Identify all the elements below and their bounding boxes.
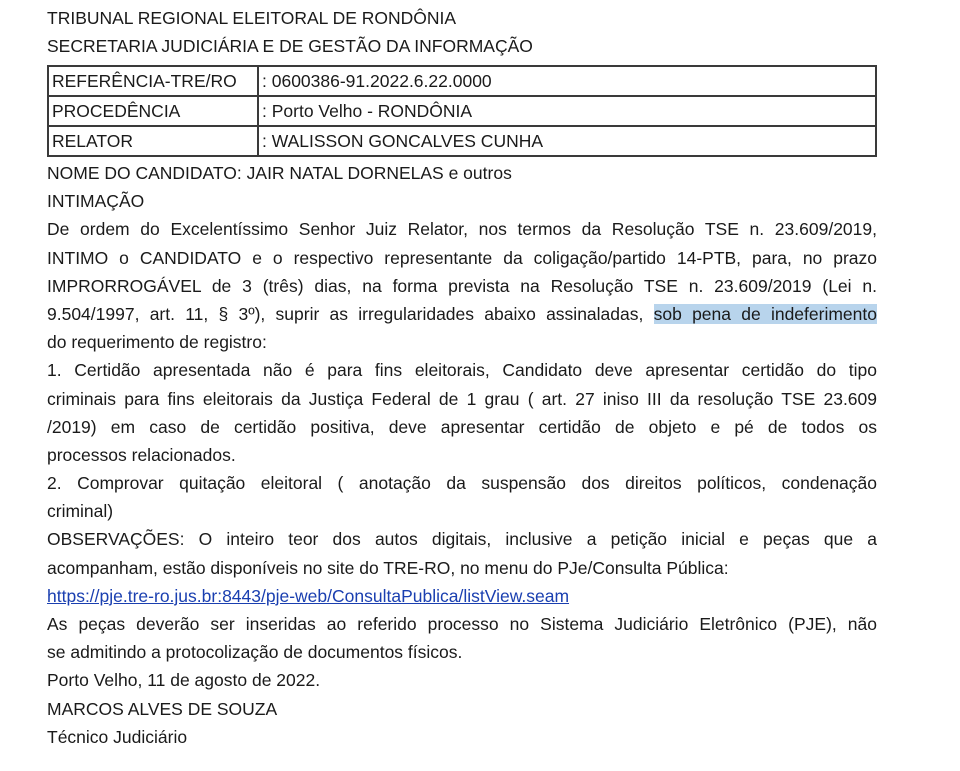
item-one-line: 1. Certidão apresentada não é para fins eleitorais, Candidato deve apresentar certidão do tipo	[47, 360, 877, 381]
link-line	[47, 582, 877, 610]
item-one-line: processos relacionados.	[47, 444, 236, 465]
observations-line: acompanham, estão disponíveis no site do TRE-RO, no menu do PJe/Consulta Pública:	[47, 557, 729, 578]
intimation-heading: INTIMAÇÃO	[47, 191, 145, 212]
table-row	[48, 126, 876, 156]
origin-label: PROCEDÊNCIA	[48, 96, 258, 126]
item-two-line: 2. Comprovar quitação eleitoral ( anotação da suspensão dos direitos políticos, condenação	[47, 473, 877, 494]
table-row	[48, 66, 876, 96]
signer-name: MARCOS ALVES DE SOUZA	[47, 698, 278, 719]
reference-table	[47, 65, 877, 157]
item-two-line: criminal)	[47, 501, 114, 522]
candidate-name: NOME DO CANDIDATO: JAIR NATAL DORNELAS e outros	[47, 163, 512, 183]
documents-line: As peças deverão ser inseridas ao referido processo no Sistema Judiciário Eletrônico (PJE), não	[47, 614, 877, 634]
rapporteur-value: : WALISSON GONCALVES CUNHA	[258, 126, 876, 156]
paragraph-line: De ordem do Excelentíssimo Senhor Juiz Relator, nos termos da Resolução TSE n. 23.609/2019,	[47, 219, 877, 240]
paragraph-line: INTIMO o CANDIDATO e o respectivo representante da coligação/partido 14-PTB, para, no prazo	[47, 247, 877, 268]
consulta-publica-link[interactable]: https://pje.tre-ro.jus.br:8443/pje-web/ConsultaPublica/listView.seam	[47, 585, 570, 606]
table-row	[48, 96, 876, 126]
signer-role: Técnico Judiciário	[47, 726, 188, 747]
paragraph-line: do requerimento de registro:	[47, 332, 267, 353]
secretariat-name: SECRETARIA JUDICIÁRIA E DE GESTÃO DA INFORMAÇÃO	[47, 36, 533, 56]
origin-value: : Porto Velho - RONDÔNIA	[258, 96, 876, 126]
paragraph-line: IMPRORROGÁVEL de 3 (três) dias, na forma prevista na Resolução TSE n. 23.609/2019 (Lei n.	[47, 275, 877, 296]
document	[47, 4, 877, 751]
observations-line: OBSERVAÇÕES: O inteiro teor dos autos digitais, inclusive a petição inicial e peças que a	[47, 529, 877, 550]
documents-line: se admitindo a protocolização de documentos físicos.	[47, 642, 463, 663]
item-one-line: criminais para fins eleitorais da Justiça Federal de 1 grau ( art. 27 iniso III da resolução TSE 23.609	[47, 388, 877, 409]
reference-value: : 0600386-91.2022.6.22.0000	[258, 66, 876, 96]
rapporteur-label: RELATOR	[48, 126, 258, 156]
court-name: TRIBUNAL REGIONAL ELEITORAL DE RONDÔNIA	[47, 8, 457, 28]
paragraph-text: 9.504/1997, art. 11, § 3º), suprir as irregularidades abaixo assinaladas,	[47, 303, 644, 324]
reference-label: REFERÊNCIA-TRE/RO	[48, 66, 258, 96]
date-line: Porto Velho, 11 de agosto de 2022.	[47, 670, 321, 691]
selected-text[interactable]: sob pena de indeferimento	[653, 303, 877, 324]
item-one-line: /2019) em caso de certidão positiva, deve apresentar certidão de objeto e pé de todos os	[47, 416, 877, 437]
paragraph-line	[47, 300, 877, 328]
